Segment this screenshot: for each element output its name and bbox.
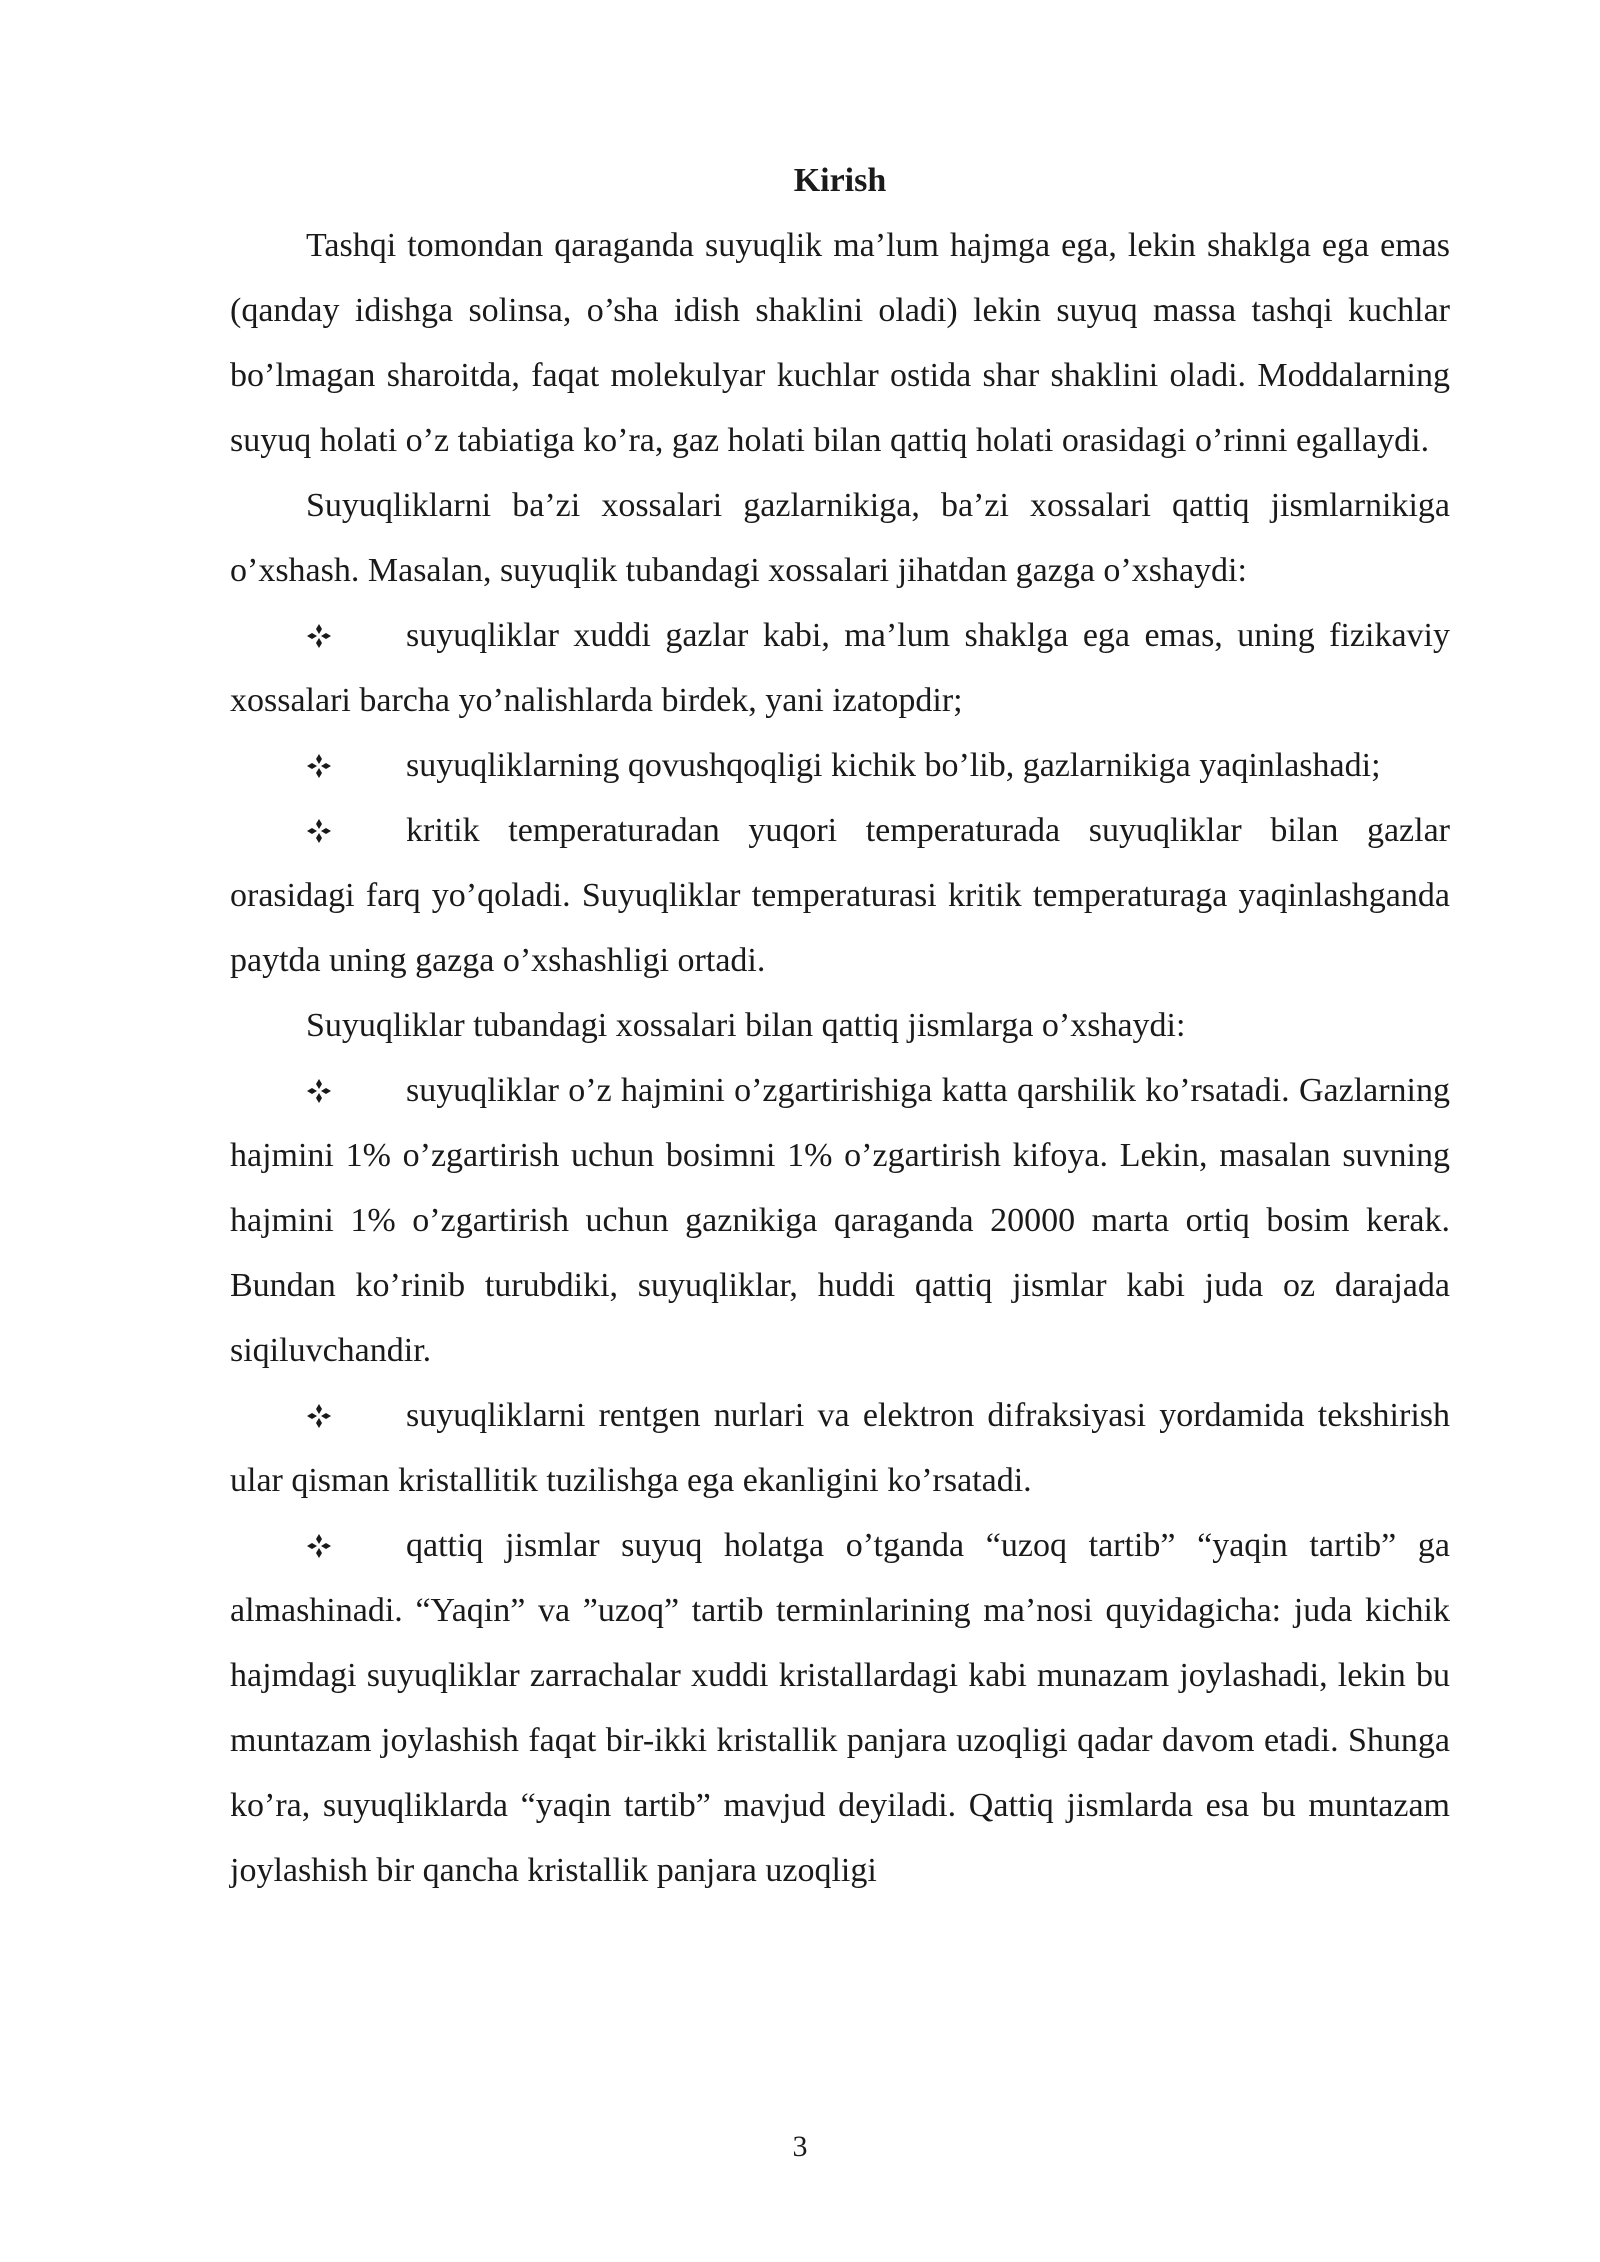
paragraph-2: Suyuqliklarni ba’zi xossalari gazlarnikiga, ba’zi xossalari qattiq jismlarnikiga o’xshash. Masalan, suyuqlik tubandagi xossalari jihatdan gazga o’xshaydi:	[230, 487, 1450, 589]
diamond-bullet-icon	[306, 603, 406, 668]
page-number: 3	[792, 2130, 808, 2163]
bullet-text: suyuqliklarni rentgen nurlari va elektron difraksiyasi yordamida tekshirish ular qisman kristallitik tuzilishga ega ekanligini ko’rsatadi.	[230, 1397, 1450, 1499]
paragraph-3: Suyuqliklar tubandagi xossalari bilan qattiq jismlarga o’xshaydi:	[306, 1007, 1186, 1044]
diamond-bullet-icon	[306, 1513, 406, 1578]
bullet-text: suyuqliklar xuddi gazlar kabi, ma’lum shaklga ega emas, uning fizikaviy xossalari barcha yo’nalishlarda birdek, yani izatopdir;	[230, 617, 1450, 719]
bullet-text: suyuqliklar o’z hajmini o’zgartirishiga katta qarshilik ko’rsatadi. Gazlarning hajmini 1% o’zgartirish uchun bosimni 1% o’zgartirish kifoya. Lekin, masalan suvning hajmini 1% o’zgartirish uchun gaznikiga qaraganda 20000 marta ortiq bosim kerak. Bundan ko’rinib turubdiki, suyuqliklar, huddi qattiq jismlar kabi juda oz darajada siqiluvchandir.	[230, 1072, 1450, 1369]
section-title: Kirish	[793, 162, 887, 199]
paragraph-1: Tashqi tomondan qaraganda suyuqlik ma’lum hajmga ega, lekin shaklga ega emas (qanday idishga solinsa, o’sha idish shaklini oladi) lekin suyuq massa tashqi kuchlar bo’lmagan sharoitda, faqat molekulyar kuchlar ostida shar shaklini oladi. Moddalarning suyuq holati o’z tabiatiga ko’ra, gaz holati bilan qattiq holati orasidagi o’rinni egallaydi.	[230, 227, 1450, 459]
bullet-text: qattiq jismlar suyuq holatga o’tganda “uzoq tartib” “yaqin tartib” ga almashinadi. “Yaqin” va ”uzoq” tartib terminlarining ma’nosi quyidagicha: juda kichik hajmdagi suyuqliklar zarrachalar xuddi kristallardagi kabi munazam joylashadi, lekin bu muntazam joylashish faqat bir-ikki kristallik panjara uzoqligi qadar davom etadi. Shunga ko’ra, suyuqliklarda “yaqin tartib” mavjud deyiladi. Qattiq jismlarda esa bu muntazam joylashish bir qancha kristallik panjara uzoqligi	[230, 1527, 1450, 1889]
bullet-text: suyuqliklarning qovushqoqligi kichik bo’lib, gazlarnikiga yaqinlashadi;	[406, 747, 1381, 784]
bullet-item-3	[230, 798, 1450, 993]
bullet-item-6	[230, 1513, 1450, 1903]
diamond-bullet-icon	[306, 798, 406, 863]
bullet-text: kritik temperaturadan yuqori temperaturada suyuqliklar bilan gazlar orasidagi farq yo’qoladi. Suyuqliklar temperaturasi kritik temperaturaga yaqinlashganda paytda uning gazga o’xshashligi ortadi.	[230, 812, 1450, 979]
bullet-item-2	[230, 733, 1450, 798]
diamond-bullet-icon	[306, 1058, 406, 1123]
diamond-bullet-icon	[306, 733, 406, 798]
bullet-item-1	[230, 603, 1450, 733]
bullet-item-5	[230, 1383, 1450, 1513]
bullet-item-4	[230, 1058, 1450, 1383]
diamond-bullet-icon	[306, 1383, 406, 1448]
document-page	[230, 148, 1450, 1903]
